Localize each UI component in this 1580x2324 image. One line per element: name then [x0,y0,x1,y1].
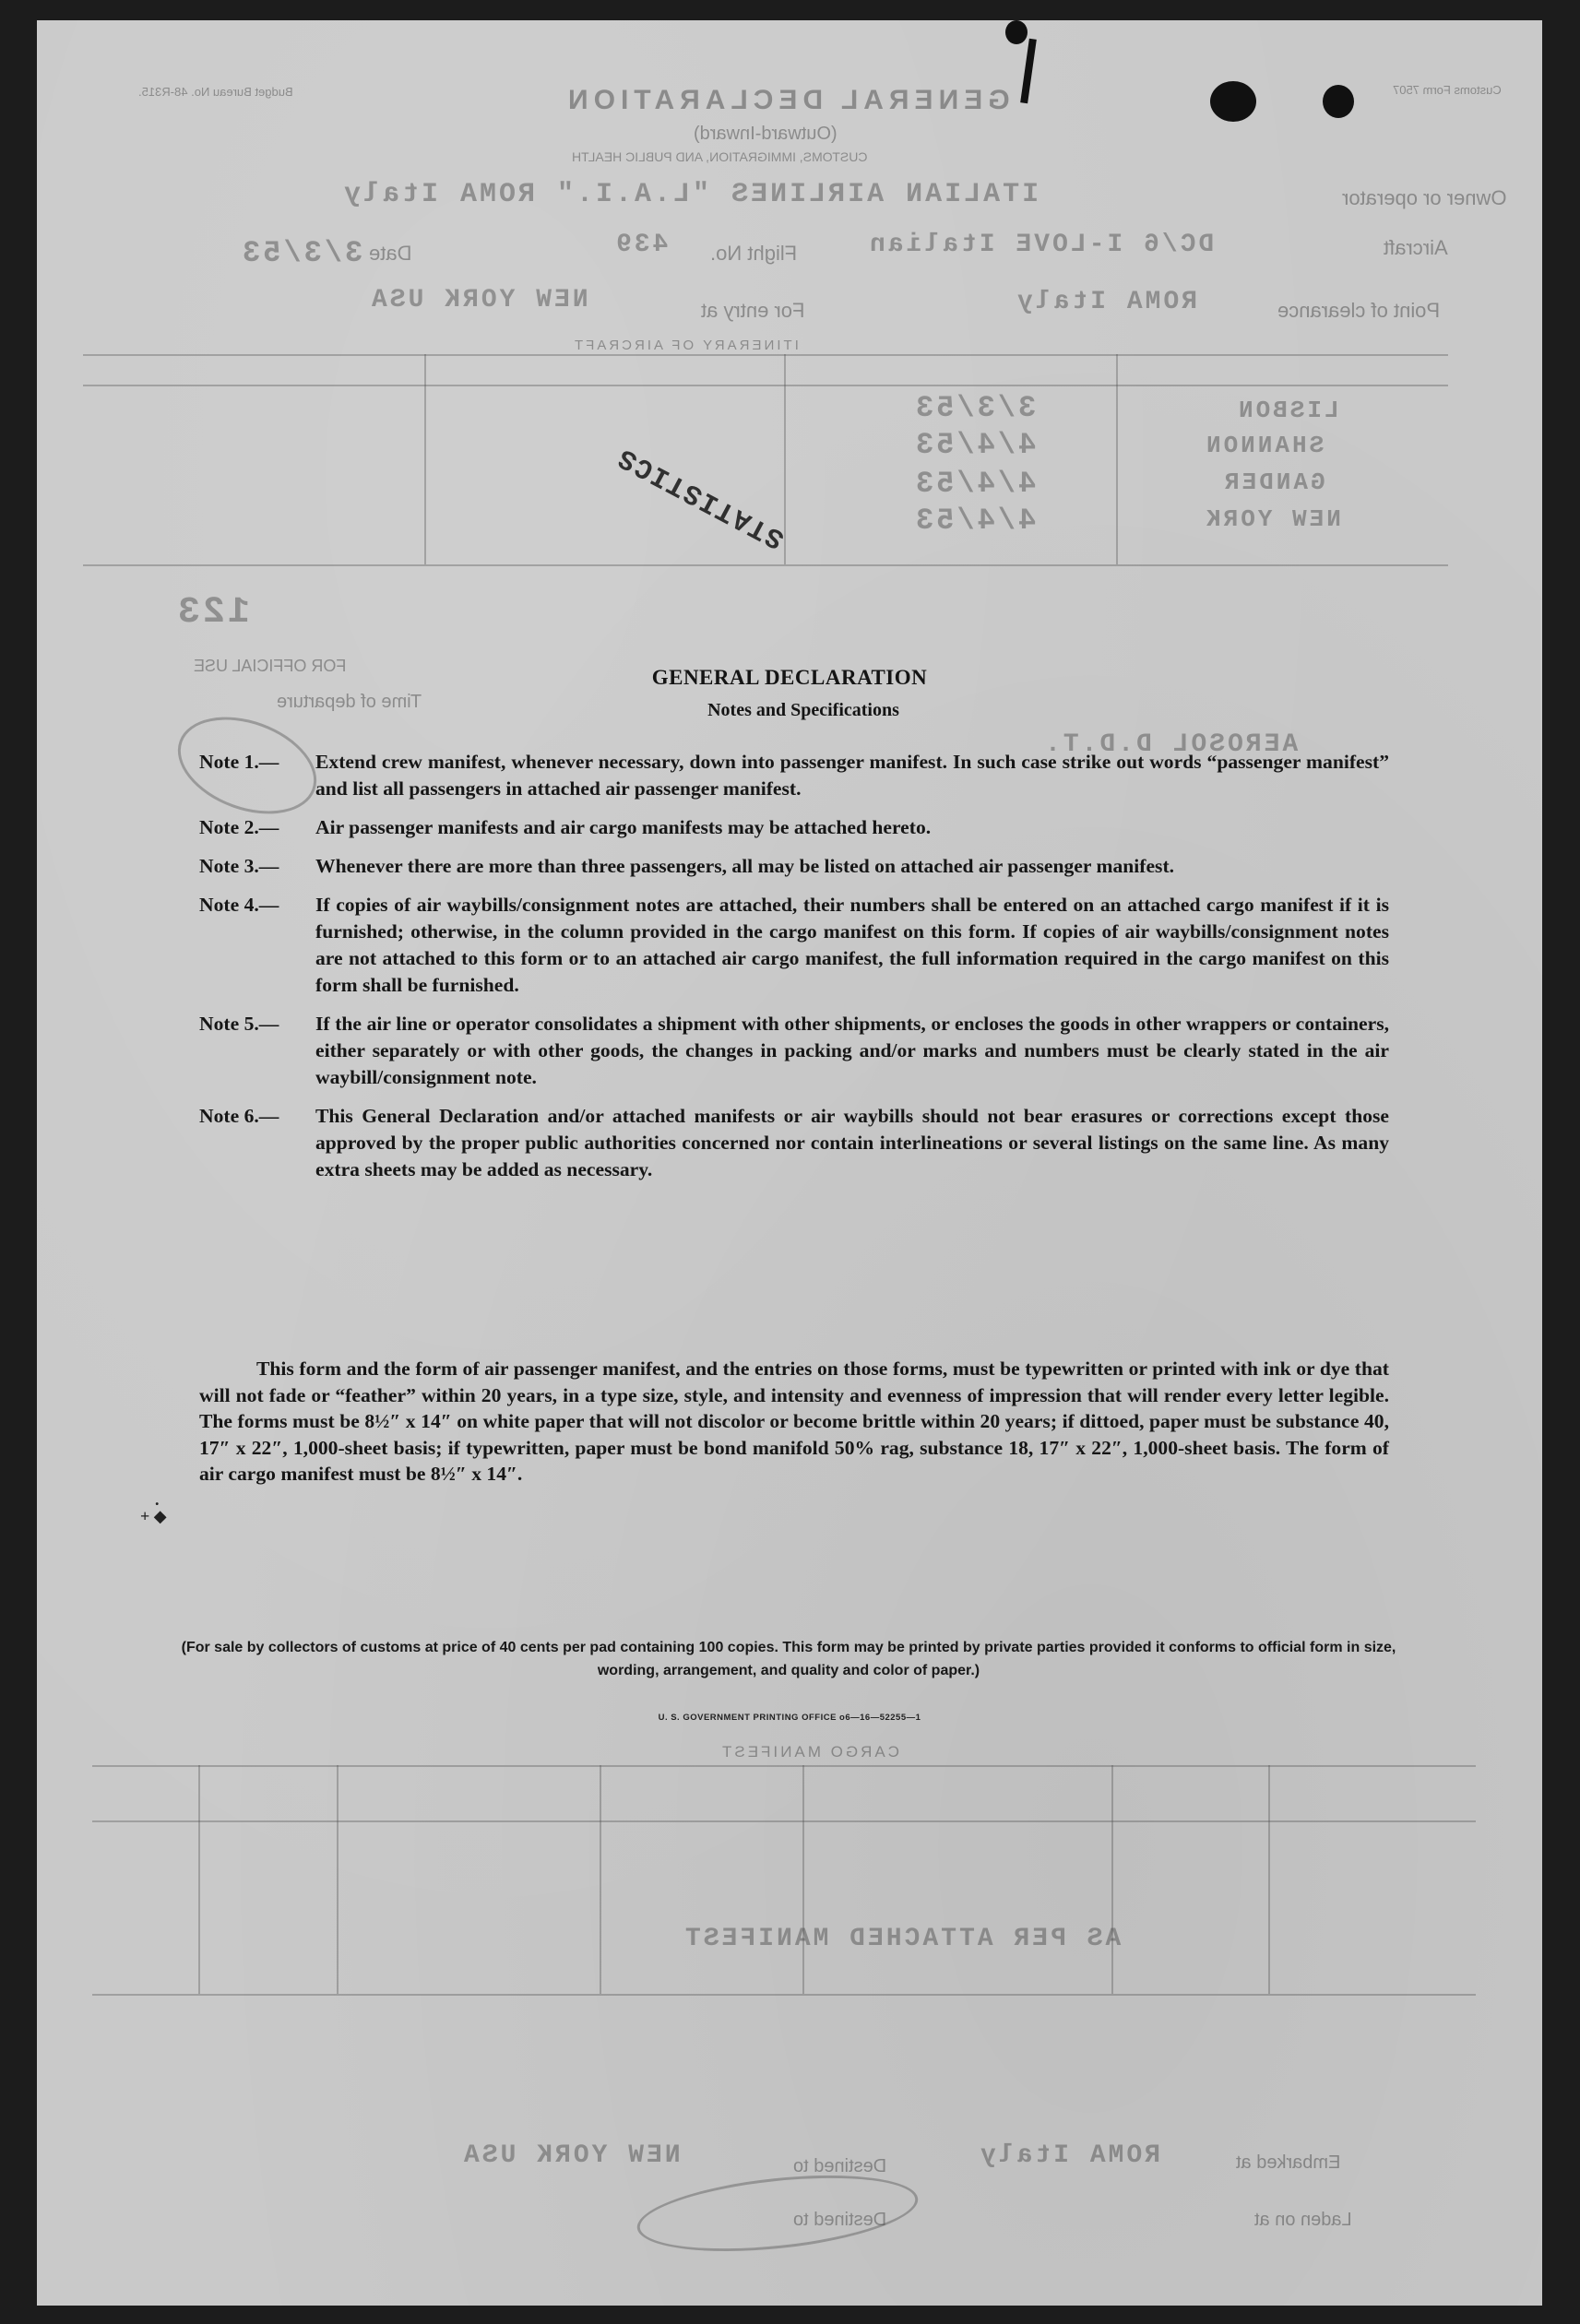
note-label: Note 1.— [199,751,279,773]
ghost-rule [337,1765,339,1994]
ghost-rule [424,354,426,564]
ghost-itinerary-airport: GANDER [1222,468,1325,496]
ghost-itinerary-date: 4/4/53 [913,504,1037,538]
ghost-destined-value: NEW YORK USA [461,2141,681,2170]
punch-hole [1005,20,1028,44]
ghost-flight-value: 439 [613,231,669,259]
sale-notice: (For sale by collectors of customs at price of 40 cents per pad containing 100 copies. This form may be printed by private parties provided it conforms to official form in size, wording, arrangement, and quality and color of paper.) [181,1640,1396,1678]
ghost-entry-value: NEW YORK USA [369,286,588,314]
note-text: Air passenger manifests and air cargo manifests may be attached hereto. [315,816,932,838]
note-text: If copies of air waybills/consignment notes are attached, their numbers shall be entered on an attached cargo manifest if it is furnished; otherwise, in the column provided in the cargo manifest on this form. If copies of air waybills/consignment notes are not attached to this form or to an attached air cargo manifest, the full information required in the cargo manifest on this form shall be furnished. [315,894,1389,996]
note-item [199,892,1389,999]
ghost-form-subtitle: (Outward-Inward) [694,124,838,144]
ghost-official-use: FOR OFFICIAL USE [194,657,347,675]
paragraph-text: This form and the form of air passenger manifest, and the entries on those forms, must be typewritten or printed with ink or dye that will not fade or “feather” within 20 years, in a type size, style, and intensity and evenness of impression that will render every letter legible. The forms must be 8½″ x 14″ on white paper that will not discolor or become brittle within 20 years; if dittoed, paper must be substance 40, 17″ x 22″, 1,000-sheet basis; if typewritten, paper must be bond manifold 50% rag, substance 18, 17″ x 22″, 1,000-sheet basis. The form of air cargo manifest must be 8½″ x 14″. [199,1358,1389,1485]
note-text: If the air line or operator consolidates a shipment with other shipments, or encloses the goods in other wrappers or containers, either separately or with other goods, the changes in packing and/or marks and numbers must be clearly stated in the air waybill/consignment note. [315,1013,1389,1088]
ghost-aircraft-value: DC/6 I-LOVE Italian [867,231,1215,259]
ghost-flight-label: Flight No. [710,242,798,265]
ghost-rule [1116,354,1118,564]
punch-hole [1210,81,1256,122]
page-subtitle: Notes and Specifications [707,700,899,720]
ghost-itinerary-date: 3/3/53 [913,391,1037,425]
ghost-rule [198,1765,200,1994]
note-item [199,749,1389,802]
ghost-itinerary-airport: SHANNON [1204,432,1325,459]
ghost-itinerary-date: 4/4/53 [913,467,1037,501]
page-title: GENERAL DECLARATION [651,666,928,689]
ghost-itinerary-airport: LISBON [1236,397,1339,424]
ghost-rule [802,1765,804,1994]
note-text: This General Declaration and/or attached manifests or air waybills should not bear erasures or corrections except those approved by the proper public authorities concerned nor contain interlineations or several listings on the same line. As many extra sheets may be added as necessary. [315,1105,1389,1180]
ghost-destined-label: Destined to [793,2156,887,2176]
margin-mark: + ◆ [140,1507,167,1525]
ghost-corner-form: Customs Form 7507 [1393,83,1502,97]
note-item [199,1103,1389,1183]
ghost-operator-value: ITALIAN AIRLINES "L.A.I." ROMA Italy [341,179,1039,210]
ghost-rule [1111,1765,1113,1994]
ghost-form-title: GENERAL DECLARATION [563,85,1010,115]
ghost-departure-label: Time of departure [277,692,422,712]
ghost-signature [634,2164,921,2263]
ghost-embarked-label: Embarked at [1236,2152,1341,2173]
printing-office-line: U. S. GOVERNMENT PRINTING OFFICE o6—16—52255—1 [658,1713,921,1723]
statistics-stamp: STATISTICS [612,440,790,554]
note-item [199,853,1389,880]
ghost-destined-label: Destined to [793,2210,887,2230]
ghost-rule [83,354,1448,356]
note-text: Extend crew manifest, whenever necessary, down into passenger manifest. In such case strike out words “passenger manifest” and list all passengers in attached air passenger manifest. [315,751,1389,800]
ghost-date-value: 3/3/53 [240,236,363,270]
ghost-count-value: 123 [175,592,251,634]
paper-requirements-paragraph [199,1356,1389,1488]
note-label: Note 5.— [199,1013,279,1035]
ghost-clearance-value: ROMA Italy [1015,288,1198,316]
note-label: Note 3.— [199,855,279,877]
ghost-rule [92,1994,1476,1996]
margin-mark: . [155,1490,160,1509]
document-page [37,20,1542,2306]
ghost-rule [83,564,1448,566]
ghost-operator-label: Owner or operator [1342,186,1507,209]
ghost-itinerary-airport: NEW YORK [1204,505,1341,533]
paper-tear [1020,39,1037,103]
ghost-disinsect-value: AEROSOL D.D.T. [1042,730,1299,759]
ghost-date-label: Date [369,242,412,265]
notes-list [199,749,1389,1195]
note-item [199,1011,1389,1091]
ghost-aircraft-label: Aircraft [1384,236,1448,259]
note-label: Note 4.— [199,894,279,916]
ghost-rule [1268,1765,1270,1994]
ghost-rule [83,385,1448,386]
ghost-itinerary-date: 4/4/53 [913,428,1037,462]
ghost-entry-label: For entry at [701,299,805,322]
ghost-cargo-value: AS PER ATTACHED MANIFEST [683,1925,1122,1953]
ghost-rule [600,1765,601,1994]
ghost-cargo-title: CARGO MANIFEST [719,1743,900,1761]
note-text: Whenever there are more than three passengers, all may be listed on attached air passenger manifest. [315,855,1175,877]
punch-hole [1323,85,1354,118]
ghost-itinerary-title: ITINERARY OF AIRCRAFT [572,338,799,353]
ghost-clearance-label: Point of clearance [1277,299,1441,322]
ghost-embarked-value: ROMA Italy [978,2141,1161,2170]
ghost-agency-line: CUSTOMS, IMMIGRATION, AND PUBLIC HEALTH [572,149,868,164]
note-label: Note 6.— [199,1105,279,1127]
note-item [199,814,1389,841]
note-label: Note 2.— [199,816,279,838]
ghost-laden-label: Laden on at [1254,2210,1352,2230]
ghost-budget-label: Budget Bureau No. 48-R315. [138,85,293,99]
